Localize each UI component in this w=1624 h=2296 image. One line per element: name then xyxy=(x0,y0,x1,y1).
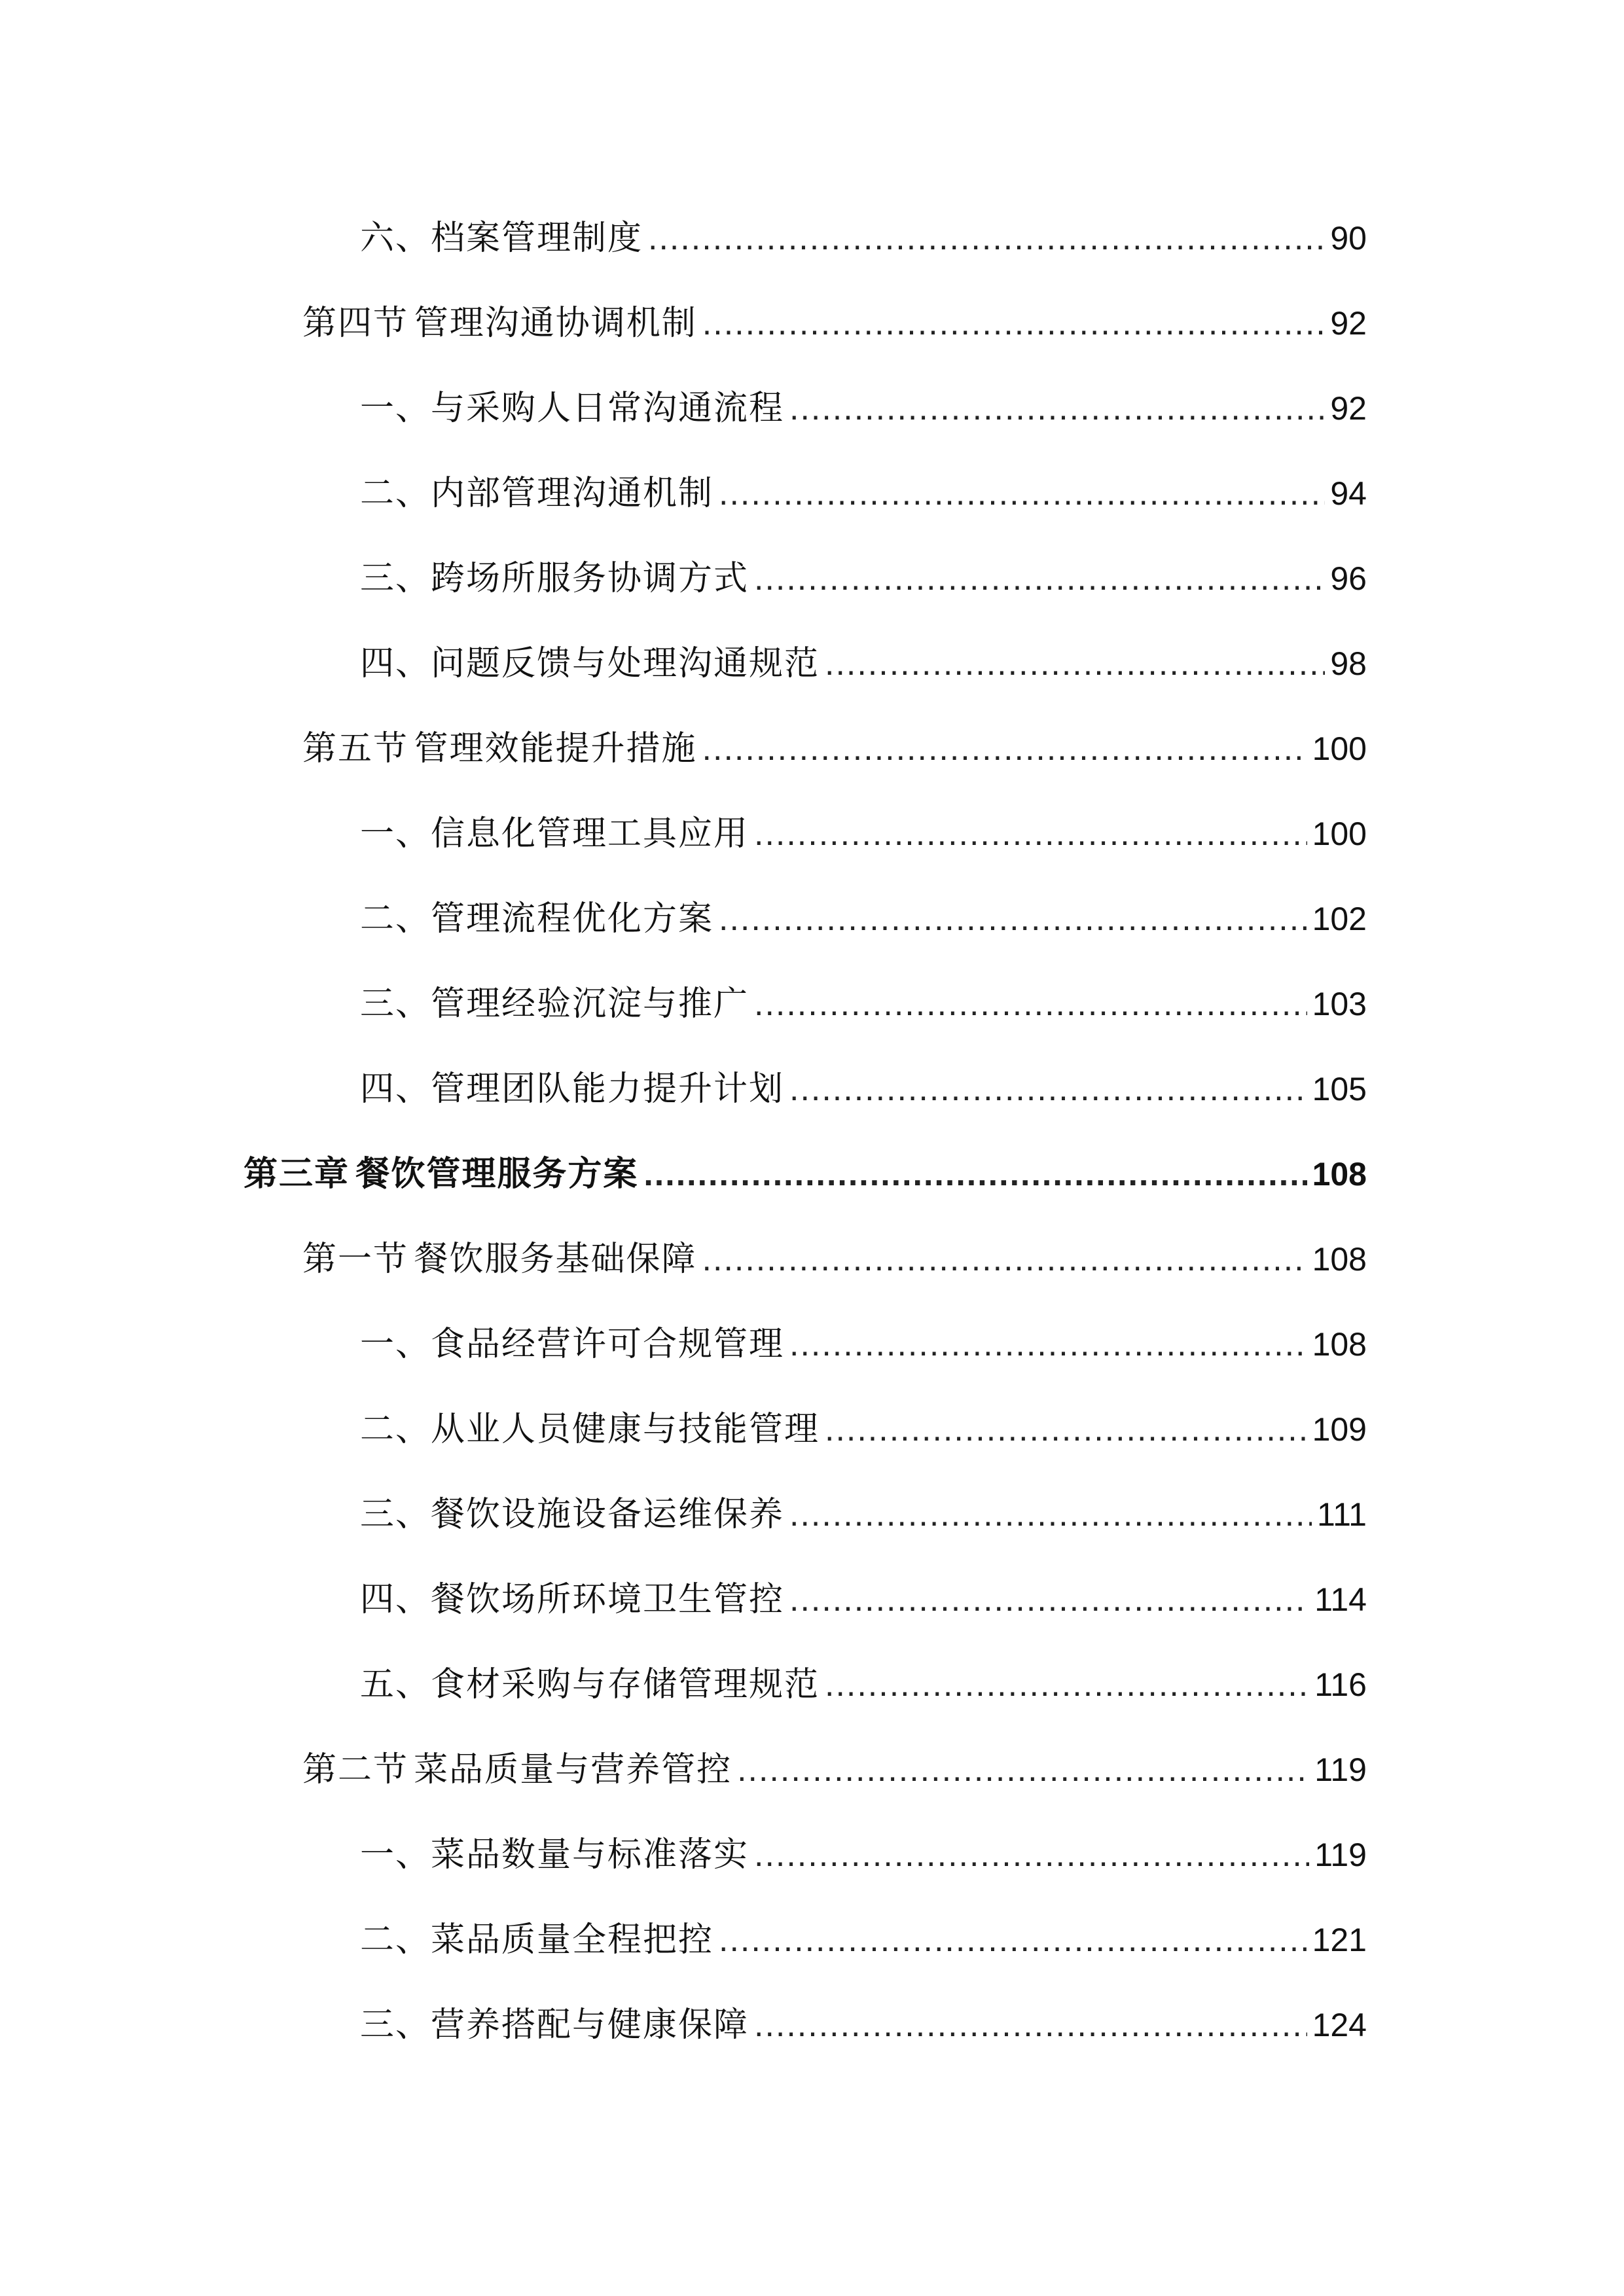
toc-page-number: 103 xyxy=(1312,986,1367,1022)
toc-entry-item[interactable] xyxy=(360,814,1367,853)
toc-entry-label: 第一节 xyxy=(302,1240,409,1279)
toc-entry-title: 一、与采购人日常沟通流程 xyxy=(360,389,785,428)
toc-page-number: 124 xyxy=(1312,2007,1367,2043)
toc-entry-title: 四、管理团队能力提升计划 xyxy=(360,1069,785,1109)
toc-entry-item[interactable] xyxy=(360,2005,1367,2045)
toc-entry-item[interactable] xyxy=(360,1665,1367,1704)
toc-entry-item[interactable] xyxy=(360,1580,1367,1619)
toc-page-number: 100 xyxy=(1312,816,1367,852)
toc-entry-section[interactable] xyxy=(302,304,1367,343)
toc-dot-leader xyxy=(789,1072,1307,1106)
toc-page-number: 108 xyxy=(1312,1241,1367,1278)
toc-page-number: 98 xyxy=(1330,645,1367,682)
toc-entry-section[interactable] xyxy=(302,1240,1367,1279)
toc-entry-title: 三、管理经验沉淀与推广 xyxy=(360,984,749,1024)
toc-entry-title: 一、菜品数量与标准落实 xyxy=(360,1835,749,1874)
toc-page-number: 100 xyxy=(1312,730,1367,767)
toc-entry-title: 五、食材采购与存储管理规范 xyxy=(360,1665,820,1704)
toc-page-number: 105 xyxy=(1312,1071,1367,1107)
toc-page-number: 111 xyxy=(1316,1496,1367,1533)
toc-dot-leader xyxy=(754,817,1307,851)
toc-dot-leader xyxy=(702,1242,1307,1276)
toc-entry-title: 一、信息化管理工具应用 xyxy=(360,814,749,853)
toc-dot-leader xyxy=(719,476,1325,511)
toc-dot-leader xyxy=(789,1583,1309,1617)
toc-entry-item[interactable] xyxy=(360,1495,1367,1534)
toc-entry-item[interactable] xyxy=(360,1835,1367,1874)
toc-dot-leader xyxy=(825,1412,1307,1446)
toc-entry-title: 六、档案管理制度 xyxy=(360,219,643,258)
toc-page-number: 116 xyxy=(1314,1666,1367,1703)
toc-entry-section[interactable] xyxy=(302,729,1367,768)
toc-entry-item[interactable] xyxy=(360,1069,1367,1109)
toc-entry-item[interactable] xyxy=(360,1325,1367,1364)
toc-entry-title: 管理效能提升措施 xyxy=(414,729,697,768)
toc-entry-title: 三、餐饮设施设备运维保养 xyxy=(360,1495,785,1534)
toc-entry-title: 管理沟通协调机制 xyxy=(414,304,697,343)
toc-page-number: 96 xyxy=(1330,560,1367,597)
toc-page-number: 94 xyxy=(1330,475,1367,512)
toc-page-number: 108 xyxy=(1312,1326,1367,1363)
toc-entry-title: 菜品质量与营养管控 xyxy=(414,1750,732,1789)
toc-entry-item[interactable] xyxy=(360,476,1367,511)
toc-dot-leader xyxy=(754,1838,1309,1872)
toc-page-number: 119 xyxy=(1314,1837,1367,1873)
toc-page-number: 121 xyxy=(1312,1922,1367,1958)
toc-page-number: 109 xyxy=(1312,1411,1367,1448)
toc-page-number: 119 xyxy=(1314,1751,1367,1788)
toc-entry-section[interactable] xyxy=(302,1750,1367,1789)
toc-entry-label: 第二节 xyxy=(302,1750,409,1789)
toc-entry-item[interactable] xyxy=(360,1920,1367,1960)
toc-entry-item[interactable] xyxy=(360,1410,1367,1449)
toc-entry-title: 三、营养搭配与健康保障 xyxy=(360,2005,749,2045)
toc-entry-item[interactable] xyxy=(360,219,1367,258)
toc-entry-label: 第五节 xyxy=(302,729,409,768)
toc-entry-title: 三、跨场所服务协调方式 xyxy=(360,559,749,598)
toc-dot-leader xyxy=(719,1923,1307,1957)
toc-dot-leader xyxy=(825,647,1325,681)
toc-dot-leader xyxy=(737,1753,1309,1787)
toc-entry-label: 第四节 xyxy=(302,304,409,343)
toc-dot-leader xyxy=(789,391,1325,425)
toc-entry-title: 二、管理流程优化方案 xyxy=(360,899,714,939)
toc-entry-item[interactable] xyxy=(360,389,1367,428)
toc-entry-item[interactable] xyxy=(360,644,1367,683)
toc-dot-leader xyxy=(754,562,1325,596)
toc-entry-title: 四、餐饮场所环境卫生管控 xyxy=(360,1580,785,1619)
toc-entry-title: 一、食品经营许可合规管理 xyxy=(360,1325,785,1364)
toc-dot-leader xyxy=(719,902,1307,936)
toc-page-number: 92 xyxy=(1330,390,1367,427)
toc-entry-title: 餐饮服务基础保障 xyxy=(414,1240,697,1279)
toc-page-number: 108 xyxy=(1312,1156,1367,1193)
toc-entry-title: 二、菜品质量全程把控 xyxy=(360,1920,714,1960)
toc-entry-chapter[interactable] xyxy=(244,1154,1367,1194)
toc-entry-item[interactable] xyxy=(360,899,1367,939)
toc-entry-title: 餐饮管理服务方案 xyxy=(355,1154,639,1194)
toc-page-number: 114 xyxy=(1314,1581,1367,1618)
toc-dot-leader xyxy=(754,987,1307,1021)
toc-dot-leader xyxy=(643,1157,1307,1191)
toc-dot-leader xyxy=(825,1668,1309,1702)
toc-entry-label: 第三章 xyxy=(244,1154,350,1194)
toc-entry-title: 四、问题反馈与处理沟通规范 xyxy=(360,644,820,683)
toc-dot-leader xyxy=(702,306,1326,340)
toc-entry-item[interactable] xyxy=(360,559,1367,598)
toc-entry-item[interactable] xyxy=(360,984,1367,1024)
toc-entry-title: 二、内部管理沟通机制 xyxy=(360,474,714,513)
toc-page-number: 92 xyxy=(1330,305,1367,342)
toc-entry-title: 二、从业人员健康与技能管理 xyxy=(360,1410,820,1449)
toc-dot-leader xyxy=(648,221,1325,255)
toc-page-number: 102 xyxy=(1312,901,1367,937)
toc-dot-leader xyxy=(702,732,1307,766)
toc-dot-leader xyxy=(789,1327,1307,1361)
toc-dot-leader xyxy=(789,1498,1312,1532)
toc-dot-leader xyxy=(754,2008,1307,2042)
toc-page-number: 90 xyxy=(1330,220,1367,257)
